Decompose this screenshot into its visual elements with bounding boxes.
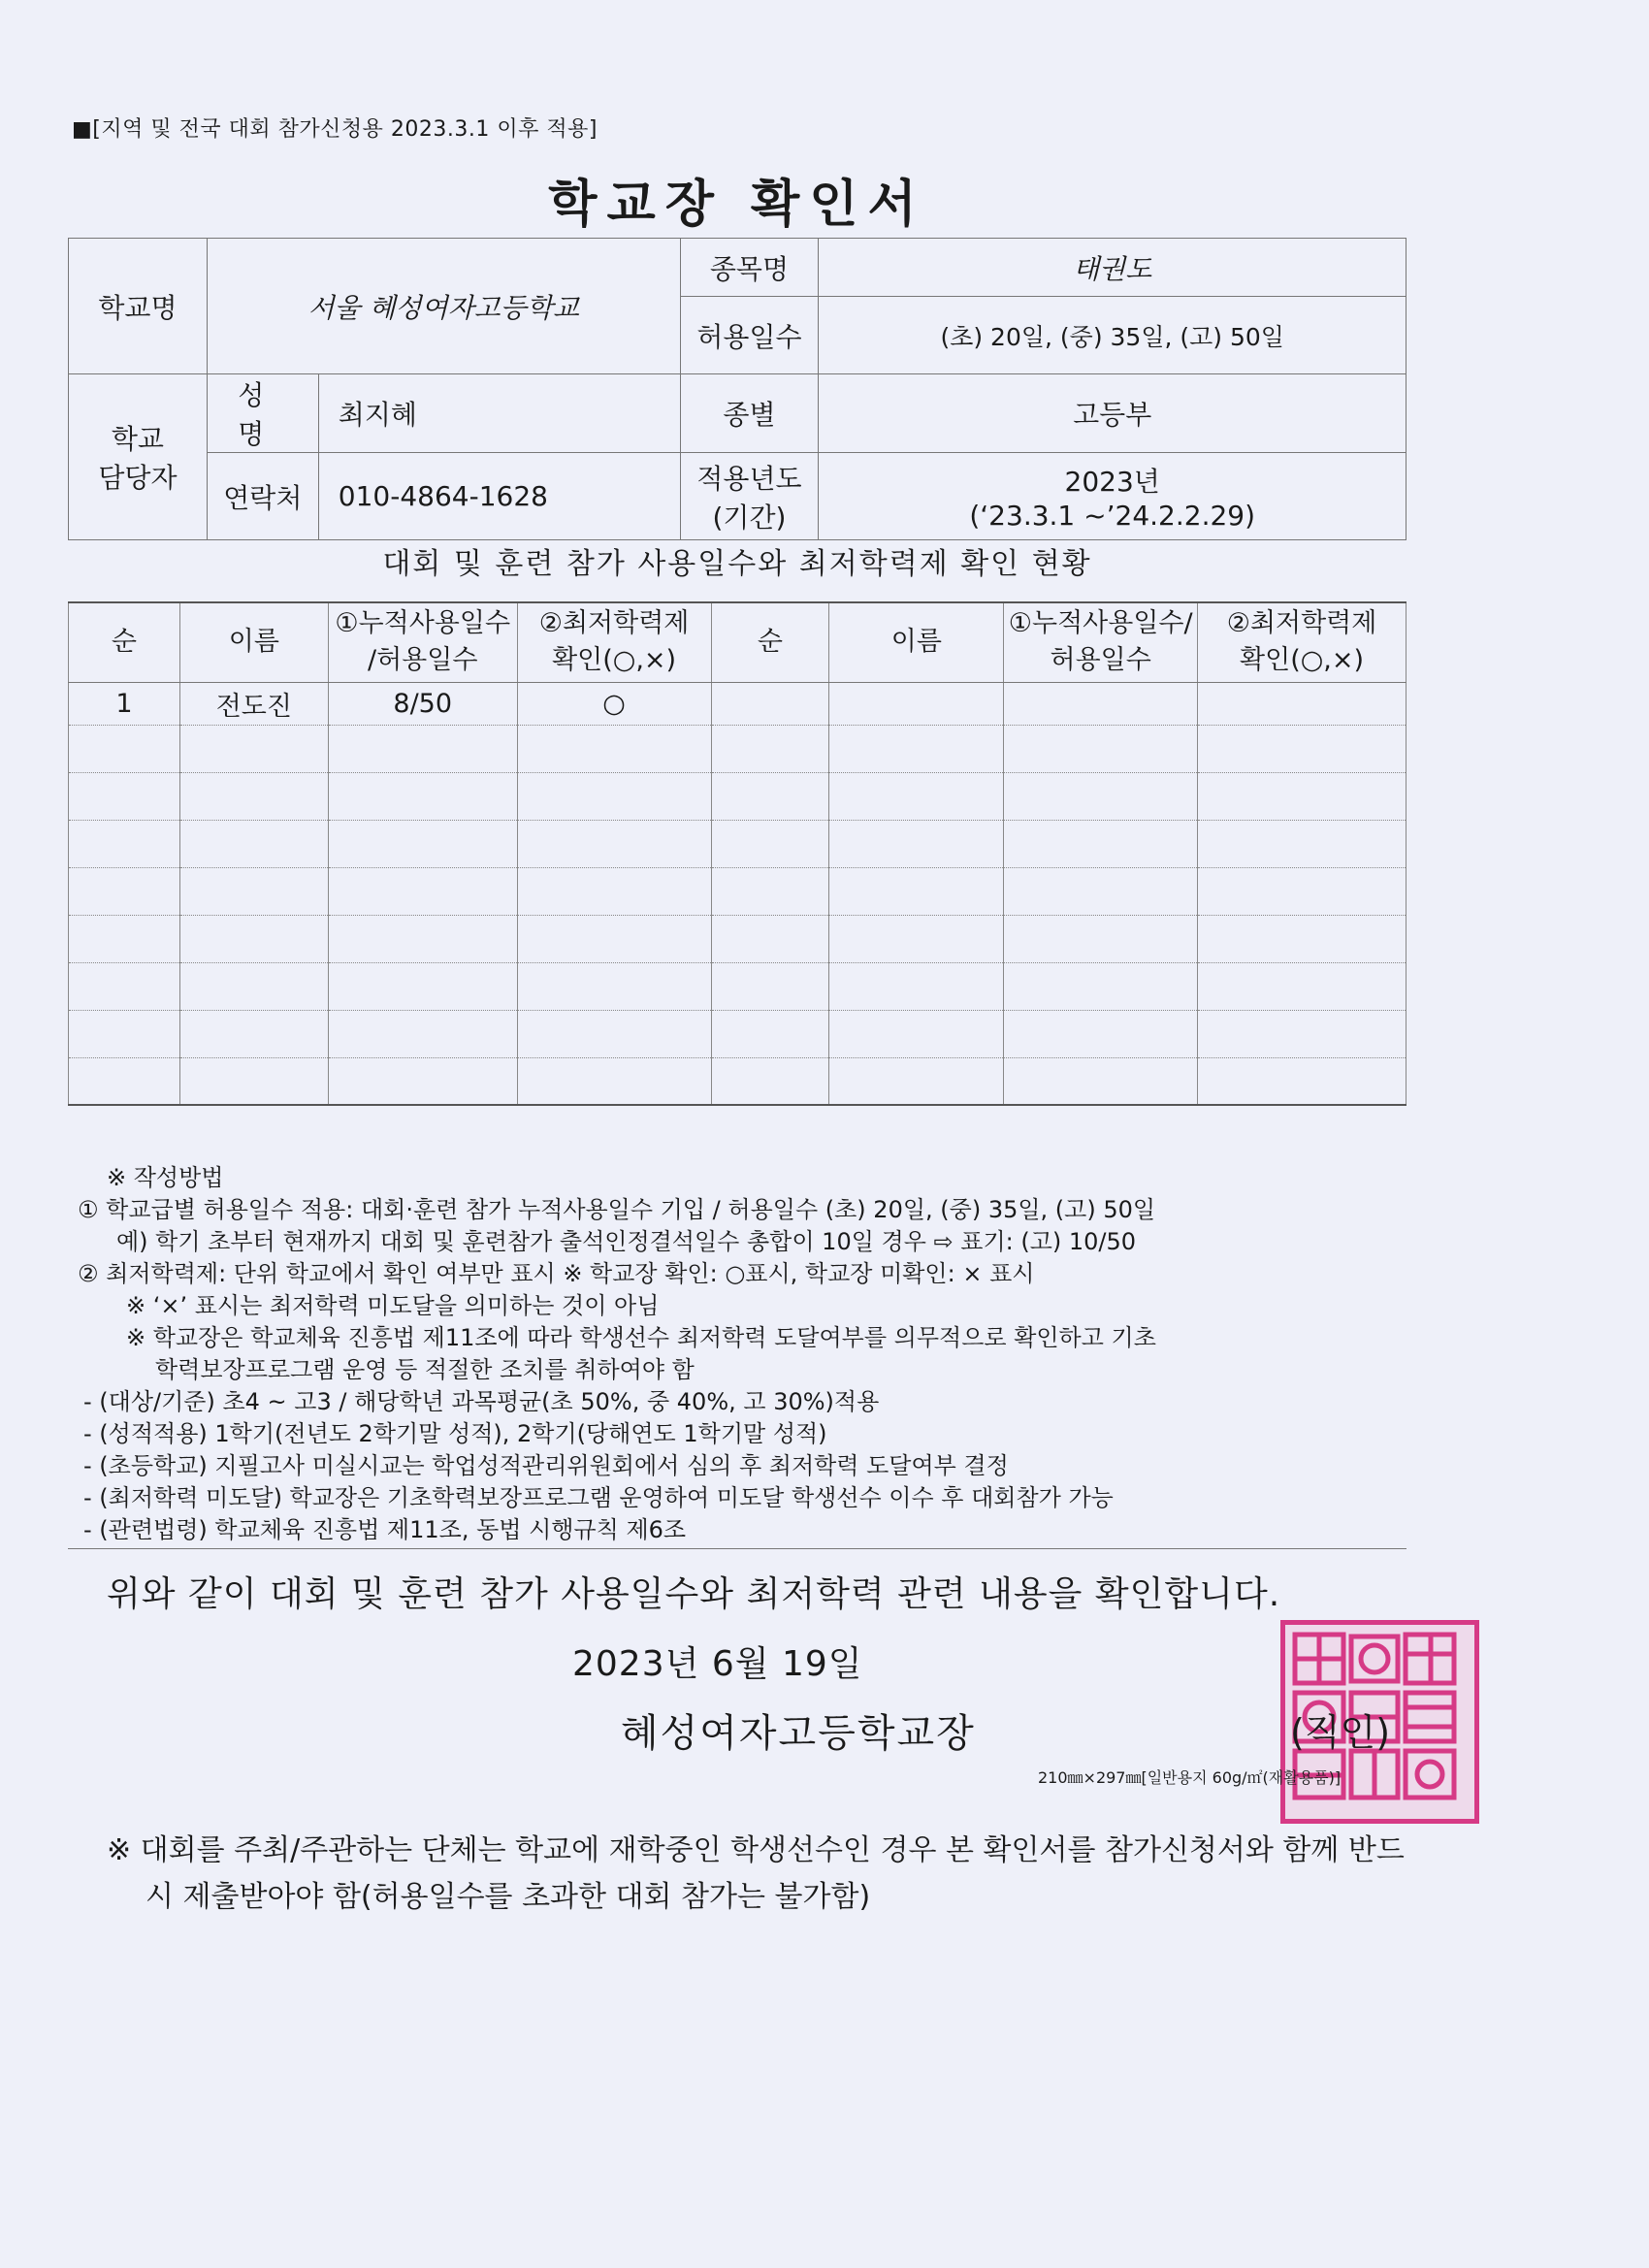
empty-cell (517, 725, 711, 772)
note-line: ※ ‘×’ 표시는 최저학력 미도달을 의미하는 것이 아님 (126, 1292, 660, 1319)
col-min-header-line2: 확인(○,×) (552, 645, 677, 676)
empty-cell (179, 915, 328, 962)
col-min2-header (1198, 602, 1406, 682)
sport-label: 종목명 (680, 239, 819, 297)
year-value (819, 453, 1406, 540)
col-min-header-line1: ②최저학력제 (538, 608, 690, 639)
empty-cell (517, 1010, 711, 1057)
empty-cell (1198, 962, 1406, 1010)
allowed-days-label: 허용일수 (680, 297, 819, 374)
empty-cell (328, 915, 517, 962)
col-num-header: 순 (69, 602, 180, 682)
footer-line: ※ 대회를 주최/주관하는 단체는 학교에 재학중인 학생선수인 경우 본 확인서를 참가신청서와 함께 반드 (107, 1833, 1405, 1867)
info-table (68, 238, 1406, 540)
note-line: 예) 학기 초부터 현재까지 대회 및 훈련참가 출석인정결석일수 총합이 10일 경우 ⇨ 표기: (고) 10/50 (116, 1228, 1137, 1255)
empty-cell (517, 867, 711, 915)
row-days: 8/50 (328, 682, 517, 725)
year-value-line1: 2023년 (1064, 466, 1160, 498)
empty-cell (711, 820, 829, 867)
empty-cell (1198, 1010, 1406, 1057)
empty-cell (711, 867, 829, 915)
document-title: 학교장 확인서 (548, 176, 926, 234)
empty-cell (1004, 915, 1198, 962)
school-value: 서울 혜성여자고등학교 (207, 239, 680, 374)
empty-cell (1004, 820, 1198, 867)
empty-cell (1004, 962, 1198, 1010)
empty-cell (69, 962, 180, 1010)
col-min2-header-line2: 확인(○,×) (1240, 645, 1365, 676)
division-value: 고등부 (819, 374, 1406, 453)
empty-cell (1004, 1057, 1198, 1105)
note-line: 학력보장프로그램 운영 등 적절한 조치를 취하여야 함 (155, 1356, 695, 1383)
note-line: - (성적적용) 1학기(전년도 2학기말 성적), 2학기(당해연도 1학기말 성적) (83, 1420, 827, 1447)
sport-value: 태권도 (819, 239, 1406, 297)
row-num: 1 (69, 682, 180, 725)
divider (68, 1548, 1406, 1549)
empty-cell (179, 725, 328, 772)
empty-cell (711, 1057, 829, 1105)
empty-cell (517, 772, 711, 820)
empty-cell (179, 962, 328, 1010)
empty-cell (829, 962, 1004, 1010)
note-line: ※ 학교장은 학교체육 진흥법 제11조에 따라 학생선수 최저학력 도달여부를 의무적으로 확인하고 기초 (126, 1324, 1156, 1351)
table-row (69, 772, 1406, 820)
empty-cell (328, 867, 517, 915)
table-row (69, 867, 1406, 915)
note-line: - (관련법령) 학교체육 진흥법 제11조, 동법 시행규칙 제6조 (83, 1516, 687, 1543)
staff-label-line1: 학교 (111, 423, 164, 455)
empty-cell (328, 1010, 517, 1057)
allowed-days-value: (초) 20일, (중) 35일, (고) 50일 (819, 297, 1406, 374)
empty-cell (69, 1057, 180, 1105)
empty-cell (69, 725, 180, 772)
staff-label (69, 374, 208, 540)
table-row (69, 962, 1406, 1010)
empty-cell (328, 820, 517, 867)
empty-cell (711, 772, 829, 820)
division-label: 종별 (680, 374, 819, 453)
empty-cell (328, 772, 517, 820)
table-row (69, 915, 1406, 962)
empty-cell (829, 867, 1004, 915)
note-line: - (초등학교) 지필고사 미실시교는 학업성적관리위원회에서 심의 후 최저학력 도달여부 결정 (83, 1452, 1009, 1479)
empty-cell (69, 915, 180, 962)
paper-spec: 210㎜×297㎜[일반용지 60g/㎡(재활용품)] (1038, 1768, 1342, 1787)
name-label: 성 명 (207, 374, 318, 453)
empty-cell (179, 1010, 328, 1057)
col-days2-header-line2: 허용일수 (1050, 645, 1151, 676)
empty-cell (179, 820, 328, 867)
empty-cell (829, 820, 1004, 867)
empty-cell (829, 725, 1004, 772)
empty-cell (517, 1057, 711, 1105)
empty-cell (711, 962, 829, 1010)
year-label-line2: (기간) (712, 501, 787, 534)
empty-cell (1004, 772, 1198, 820)
empty-cell (1198, 915, 1406, 962)
table-row (69, 1057, 1406, 1105)
empty-cell (1198, 725, 1406, 772)
table-row (69, 820, 1406, 867)
empty-cell (711, 915, 829, 962)
empty-cell (1004, 867, 1198, 915)
empty-cell (328, 725, 517, 772)
note-line: - (최저학력 미도달) 학교장은 기초학력보장프로그램 운영하여 미도달 학생선수 이수 후 대회참가 가능 (83, 1484, 1114, 1511)
contact-label: 연락처 (207, 453, 318, 540)
empty-cell (517, 962, 711, 1010)
empty-cell (517, 820, 711, 867)
empty-cell (69, 772, 180, 820)
seal-label: (직인) (1290, 1711, 1391, 1754)
col-days2-header-line1: ①누적사용일수/ (1008, 608, 1193, 639)
col-days2-header (1004, 602, 1198, 682)
empty-cell (711, 725, 829, 772)
empty-cell (328, 1057, 517, 1105)
instructions (78, 1162, 1426, 1546)
empty-cell (69, 820, 180, 867)
empty-cell (69, 1010, 180, 1057)
footer-line: 시 제출받아야 함(허용일수를 초과한 대회 참가는 불가함) (146, 1880, 871, 1914)
school-label: 학교명 (69, 239, 208, 374)
note-line: - (대상/기준) 초4 ~ 고3 / 해당학년 과목평균(초 50%, 중 40%, 고 30%)적용 (83, 1388, 880, 1415)
name-value: 최지혜 (318, 374, 680, 453)
empty-cell (711, 682, 829, 725)
section-title: 대회 및 훈련 참가 사용일수와 최저학력제 확인 현황 (382, 547, 1092, 581)
row-name: 전도진 (179, 682, 328, 725)
note-line: ※ 작성방법 (107, 1164, 224, 1191)
empty-cell (829, 682, 1004, 725)
year-label-line1: 적용년도 (696, 462, 802, 495)
empty-cell (328, 962, 517, 1010)
empty-cell (711, 1010, 829, 1057)
issue-date: 2023년 6월 19일 (572, 1644, 863, 1684)
empty-cell (1198, 1057, 1406, 1105)
empty-cell (829, 915, 1004, 962)
principal-name: 혜성여자고등학교장 (621, 1711, 976, 1756)
empty-cell (829, 1057, 1004, 1105)
col-num2-header: 순 (711, 602, 829, 682)
col-days-header-line1: ①누적사용일수 (335, 608, 511, 639)
col-min-header (517, 602, 711, 682)
col-min2-header-line1: ②최저학력제 (1226, 608, 1377, 639)
empty-cell (179, 867, 328, 915)
table-row (69, 725, 1406, 772)
table-row (69, 682, 1406, 725)
empty-cell (1004, 725, 1198, 772)
note-line: ② 최저학력제: 단위 학교에서 확인 여부만 표시 ※ 학교장 확인: ○표시, 학교장 미확인: × 표시 (78, 1260, 1035, 1287)
empty-cell (1198, 682, 1406, 725)
empty-cell (69, 867, 180, 915)
empty-cell (1198, 867, 1406, 915)
empty-cell (179, 772, 328, 820)
empty-cell (1198, 772, 1406, 820)
note-line: ① 학교급별 허용일수 적용: 대회·훈련 참가 누적사용일수 기입 / 허용일수 (초) 20일, (중) 35일, (고) 50일 (78, 1196, 1156, 1223)
empty-cell (1198, 820, 1406, 867)
form-header-label: ■[지역 및 전국 대회 참가신청용 2023.3.1 이후 적용] (72, 117, 598, 142)
roster-table (68, 601, 1406, 1106)
empty-cell (179, 1057, 328, 1105)
col-name-header: 이름 (179, 602, 328, 682)
empty-cell (1004, 1010, 1198, 1057)
year-label (680, 453, 819, 540)
empty-cell (517, 915, 711, 962)
empty-cell (829, 1010, 1004, 1057)
empty-cell (829, 772, 1004, 820)
footer-note (107, 1828, 1405, 1921)
row-min: ○ (517, 682, 711, 725)
year-value-line2: (‘23.3.1 ~’24.2.2.29) (969, 500, 1256, 532)
col-days-header-line2: /허용일수 (367, 645, 478, 676)
staff-label-line2: 담당자 (98, 462, 178, 494)
col-days-header (328, 602, 517, 682)
table-row (69, 1010, 1406, 1057)
empty-cell (1004, 682, 1198, 725)
contact-value: 010-4864-1628 (318, 453, 680, 540)
confirmation-statement: 위와 같이 대회 및 훈련 참가 사용일수와 최저학력 관련 내용을 확인합니다. (107, 1574, 1281, 1614)
col-name2-header: 이름 (829, 602, 1004, 682)
